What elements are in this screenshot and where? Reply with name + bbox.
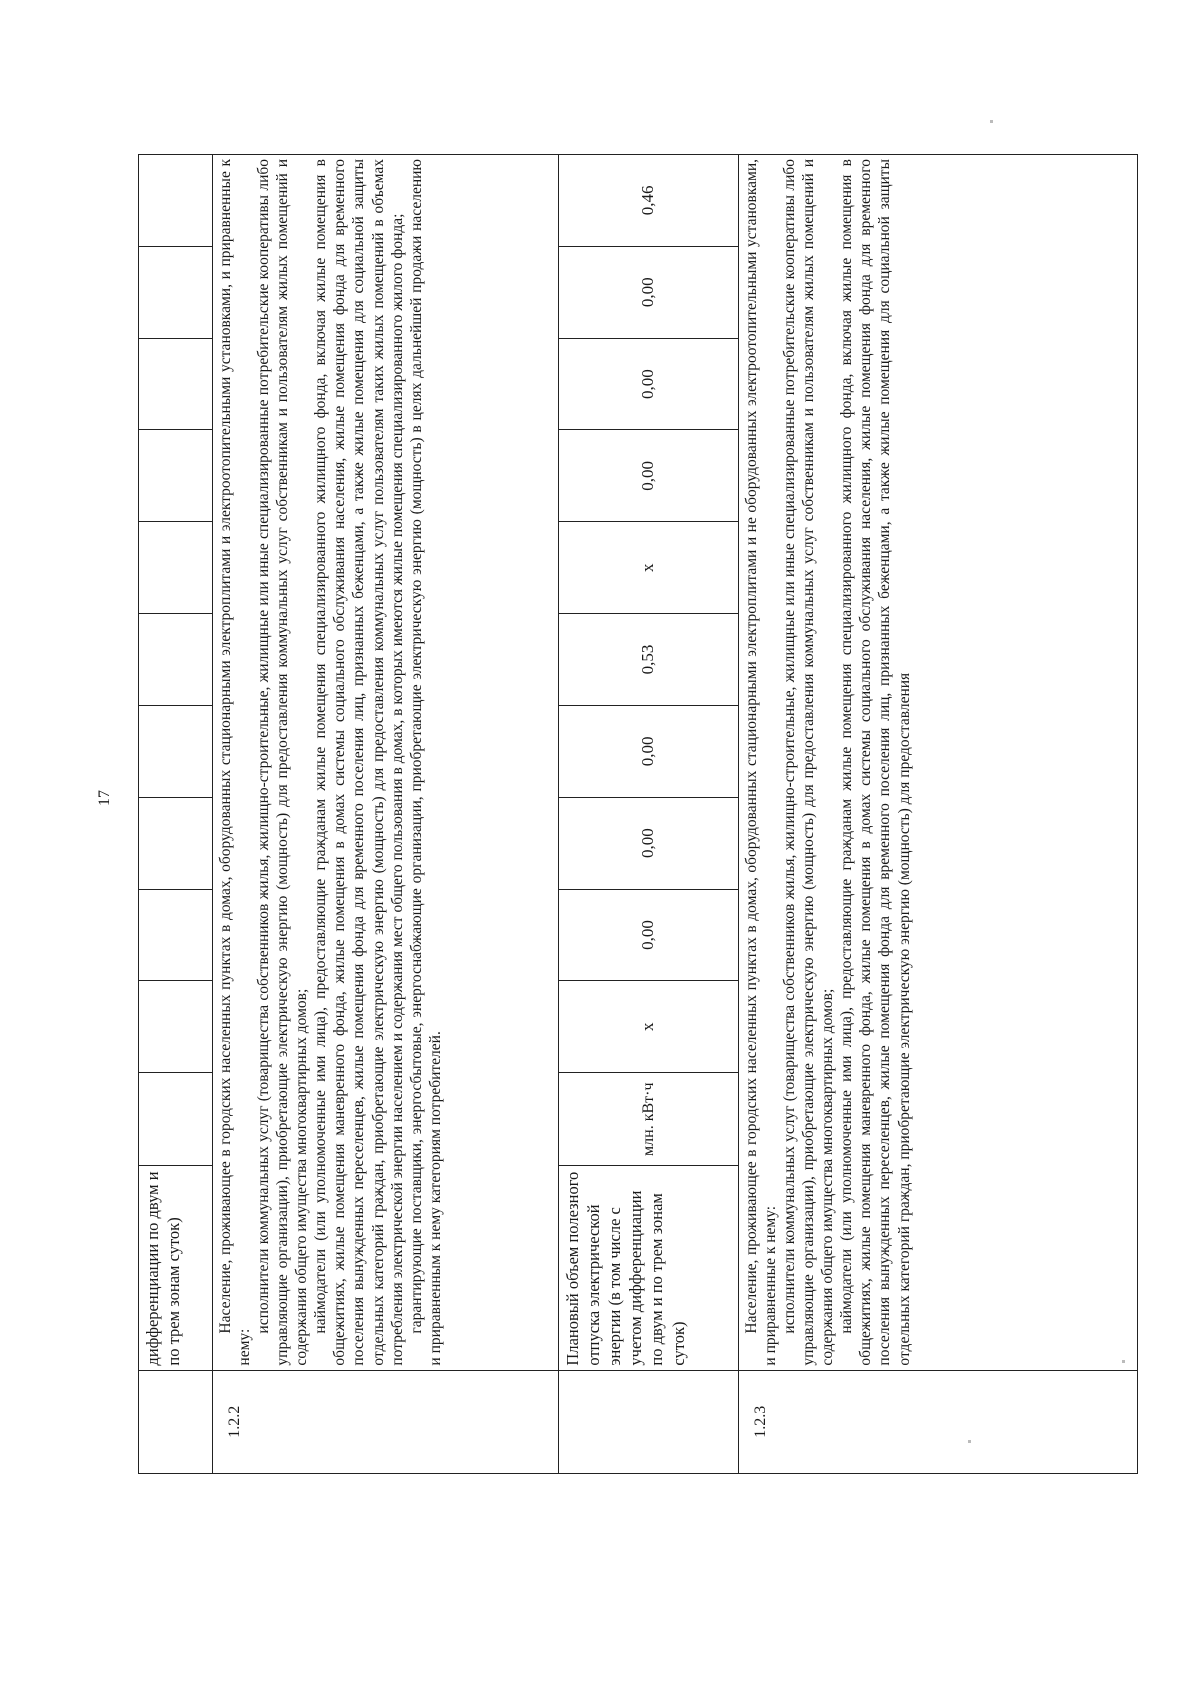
section-paragraph: Население, проживающее в городских населенных пунктах в домах, оборудованных стационарными электроплитами и электроотопительными установками, и приравненные к нему: bbox=[217, 159, 254, 1366]
table-cell-empty bbox=[139, 155, 213, 247]
table-cell-empty bbox=[139, 889, 213, 981]
unit-cell: млн. кВт·ч bbox=[559, 1073, 739, 1166]
table-cell-empty bbox=[139, 797, 213, 889]
table-row-section-1-2-3 bbox=[739, 155, 1138, 1474]
scan-artifact-dot bbox=[990, 120, 993, 123]
rotated-table-wrapper bbox=[138, 154, 1138, 1474]
value-cell: 0,53 bbox=[559, 614, 739, 706]
volume-name-cell: Плановый объем полезного отпуска электрической энергии (в том числе с учетом дифференциации по двум и по трем зонам суток) bbox=[559, 1166, 739, 1370]
table-cell-empty bbox=[139, 338, 213, 430]
table-cell-empty bbox=[139, 981, 213, 1073]
table-cell-empty bbox=[139, 430, 213, 522]
section-paragraph: гарантирующие поставщики, энергосбытовые, энергоснабжающие организации, приобретающие электрическую энергию (мощность) в целях дальнейшей продажи населению и приравненным к нему категориям потребителей. bbox=[407, 159, 444, 1366]
section-number: 1.2.3 bbox=[739, 1370, 1138, 1473]
table-row-section-1-2-2 bbox=[213, 155, 559, 1474]
section-paragraph: наймодатели (или уполномоченные ими лица), предоставляющие гражданам жилые помещения специализированного жилищного фонда, включая жилые помещения в общежитиях, жилые помещения маневренного фонда, жилые помещения в домах системы социального обслуживания населения, жилые помещения фонда для временного поселения вынужденных переселенцев, жилые помещения фонда для временного поселения лиц, признанных беженцами, а также жилые помещения для социальной защиты отдельных категорий граждан, приобретающие электрическую энергию (мощность) для предоставления bbox=[838, 159, 913, 1366]
section-description bbox=[213, 155, 559, 1371]
value-cell: 0,46 bbox=[559, 155, 739, 247]
table-row-top bbox=[139, 155, 213, 1474]
tariff-table bbox=[138, 154, 1138, 1474]
value-cell: x bbox=[559, 981, 739, 1073]
section-paragraph: Население, проживающее в городских населенных пунктах в домах, оборудованных стационарными электроплитами и не оборудованных электроотопительными установками, и приравненные к нему: bbox=[743, 159, 780, 1366]
table-row-volume bbox=[559, 155, 739, 1474]
row-name-cell: дифференциации по двум и по трем зонам суток) bbox=[139, 1166, 213, 1370]
section-description bbox=[739, 155, 1138, 1371]
table-cell-empty bbox=[139, 1073, 213, 1166]
table-cell-empty bbox=[559, 1370, 739, 1473]
value-cell: 0,00 bbox=[559, 705, 739, 797]
table-cell-empty bbox=[139, 614, 213, 706]
value-cell: 0,00 bbox=[559, 338, 739, 430]
value-cell: x bbox=[559, 522, 739, 614]
value-cell: 0,00 bbox=[559, 889, 739, 981]
page-number: 17 bbox=[96, 790, 113, 806]
value-cell: 0,00 bbox=[559, 246, 739, 338]
table-cell-empty bbox=[139, 705, 213, 797]
section-paragraph: исполнители коммунальных услуг (товарищества собственников жилья, жилищно-строительные, жилищные или иные специализированные потребительские кооперативы либо управляющие организации), приобретающие электрическую энергию (мощность) для предоставления коммунальных услуг собственникам и пользователям жилых помещений и содержания общего имущества многоквартирных домов; bbox=[255, 159, 311, 1366]
section-paragraph: исполнители коммунальных услуг (товарищества собственников жилья, жилищно-строительные, жилищные или иные специализированные потребительские кооперативы либо управляющие организации), приобретающие электрическую энергию (мощность) для предоставления коммунальных услуг собственникам и пользователям жилых помещений и содержания общего имущества многоквартирных домов; bbox=[781, 159, 837, 1366]
table-cell-empty bbox=[139, 1370, 213, 1473]
table-cell-empty bbox=[139, 246, 213, 338]
value-cell: 0,00 bbox=[559, 430, 739, 522]
section-paragraph: наймодатели (или уполномоченные ими лица), предоставляющие гражданам жилые помещения специализированного жилищного фонда, включая жилые помещения в общежитиях, жилые помещения маневренного фонда, жилые помещения в домах системы социального обслуживания населения, жилые помещения фонда для временного поселения вынужденных переселенцев, жилые помещения фонда для временного поселения лиц, признанных беженцами, а также жилые помещения для социальной защиты отдельных категорий граждан, приобретающие электрическую энергию (мощность) для предоставления коммунальных услуг пользователям таких жилых помещений в объемах потребления электрической энергии населением и содержания мест общего пользования в домах, в которых имеются жилые помещения специализированного жилого фонда; bbox=[312, 159, 406, 1366]
table-cell-empty bbox=[139, 522, 213, 614]
value-cell: 0,00 bbox=[559, 797, 739, 889]
section-number: 1.2.2 bbox=[213, 1370, 559, 1473]
